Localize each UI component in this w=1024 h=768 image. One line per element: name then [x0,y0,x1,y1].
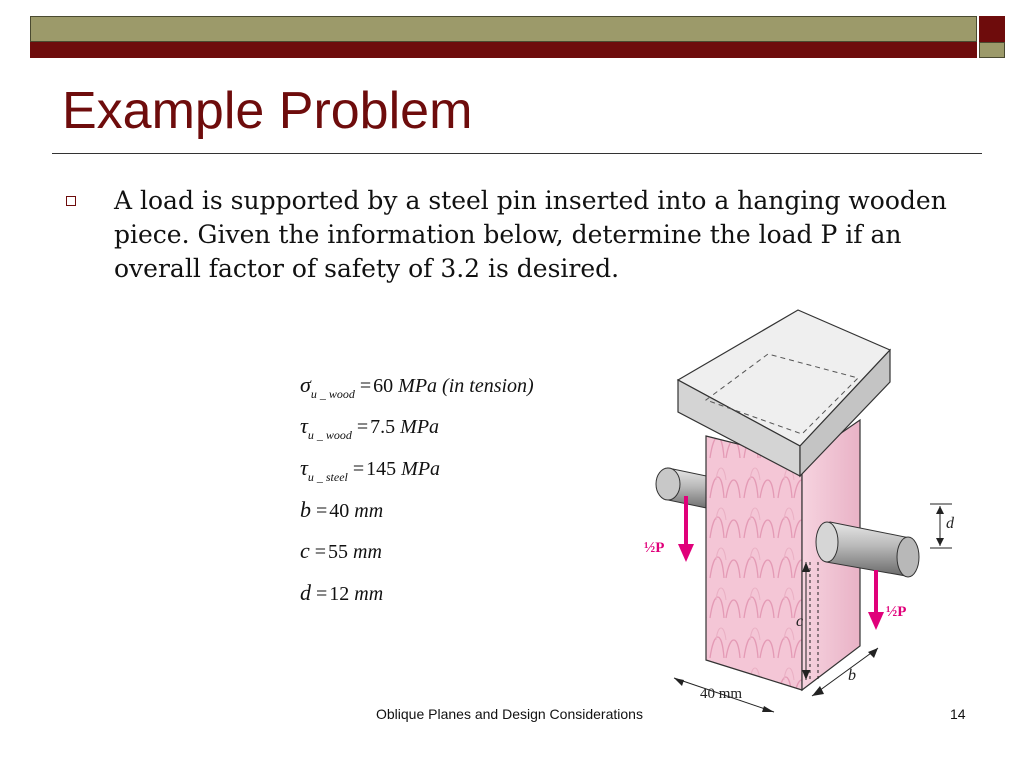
load-arrow-left [644,496,694,562]
label-load-left: ½P [644,540,665,556]
dimension-width [674,678,774,712]
given-line-tau-wood [300,413,440,442]
eq-equals: = [316,583,328,605]
label-b: b [848,667,856,684]
eq-unit: mm [354,583,384,605]
given-line-tau-steel [300,455,441,484]
header-square-olive [979,42,1005,58]
dimension-d [930,504,955,548]
eq-value: 7.5 [370,416,396,438]
eq-equals: = [359,375,372,397]
title-divider [52,153,982,154]
given-line-c [300,538,382,564]
eq-equals: = [352,458,365,480]
eq-equals: = [316,500,328,522]
label-width: 40 mm [700,686,743,702]
given-line-b [300,497,383,523]
eq-equals: = [356,416,369,438]
eq-unit: mm [353,541,382,563]
slide-footer: Oblique Planes and Design Considerations [376,706,643,722]
eq-unit: MPa [401,458,441,480]
eq-symbol: τ [300,455,308,480]
given-line-sigma-wood [300,372,534,401]
header-band-olive [30,16,977,42]
eq-symbol: τ [300,413,308,438]
eq-unit: mm [354,500,384,522]
label-load-right: ½P [886,604,907,620]
eq-symbol: σ [300,372,311,397]
eq-subscript: u _ wood [310,387,355,401]
eq-note: (in tension) [442,375,534,397]
eq-value: 145 [366,458,397,480]
eq-equals: = [314,541,327,563]
header-band-maroon [30,42,977,58]
eq-value: 60 [373,375,394,397]
problem-statement: A load is supported by a steel pin inserted into a hanging wooden piece. Given the information below, determine the load P if an overall factor of safety of 3.2 is desired. [114,186,947,283]
eq-symbol: c [300,538,310,563]
label-c: c [796,613,804,630]
eq-value: 40 [329,500,350,522]
slide-title: Example Problem [62,82,473,140]
eq-value: 12 [329,583,350,605]
load-arrow-right [868,570,906,630]
eq-symbol: b [300,497,311,522]
eq-subscript: u _ steel [307,470,348,484]
pin-block-figure [640,300,980,720]
eq-value: 55 [328,541,349,563]
bullet-square-icon [66,196,76,206]
eq-unit: MPa [400,416,440,438]
eq-unit: MPa [398,375,438,397]
page-number: 14 [950,706,966,722]
eq-subscript: u _ wood [307,428,352,442]
given-line-d [300,580,383,606]
label-d: d [946,515,954,532]
header-square-maroon [979,16,1005,42]
eq-symbol: d [300,580,311,605]
